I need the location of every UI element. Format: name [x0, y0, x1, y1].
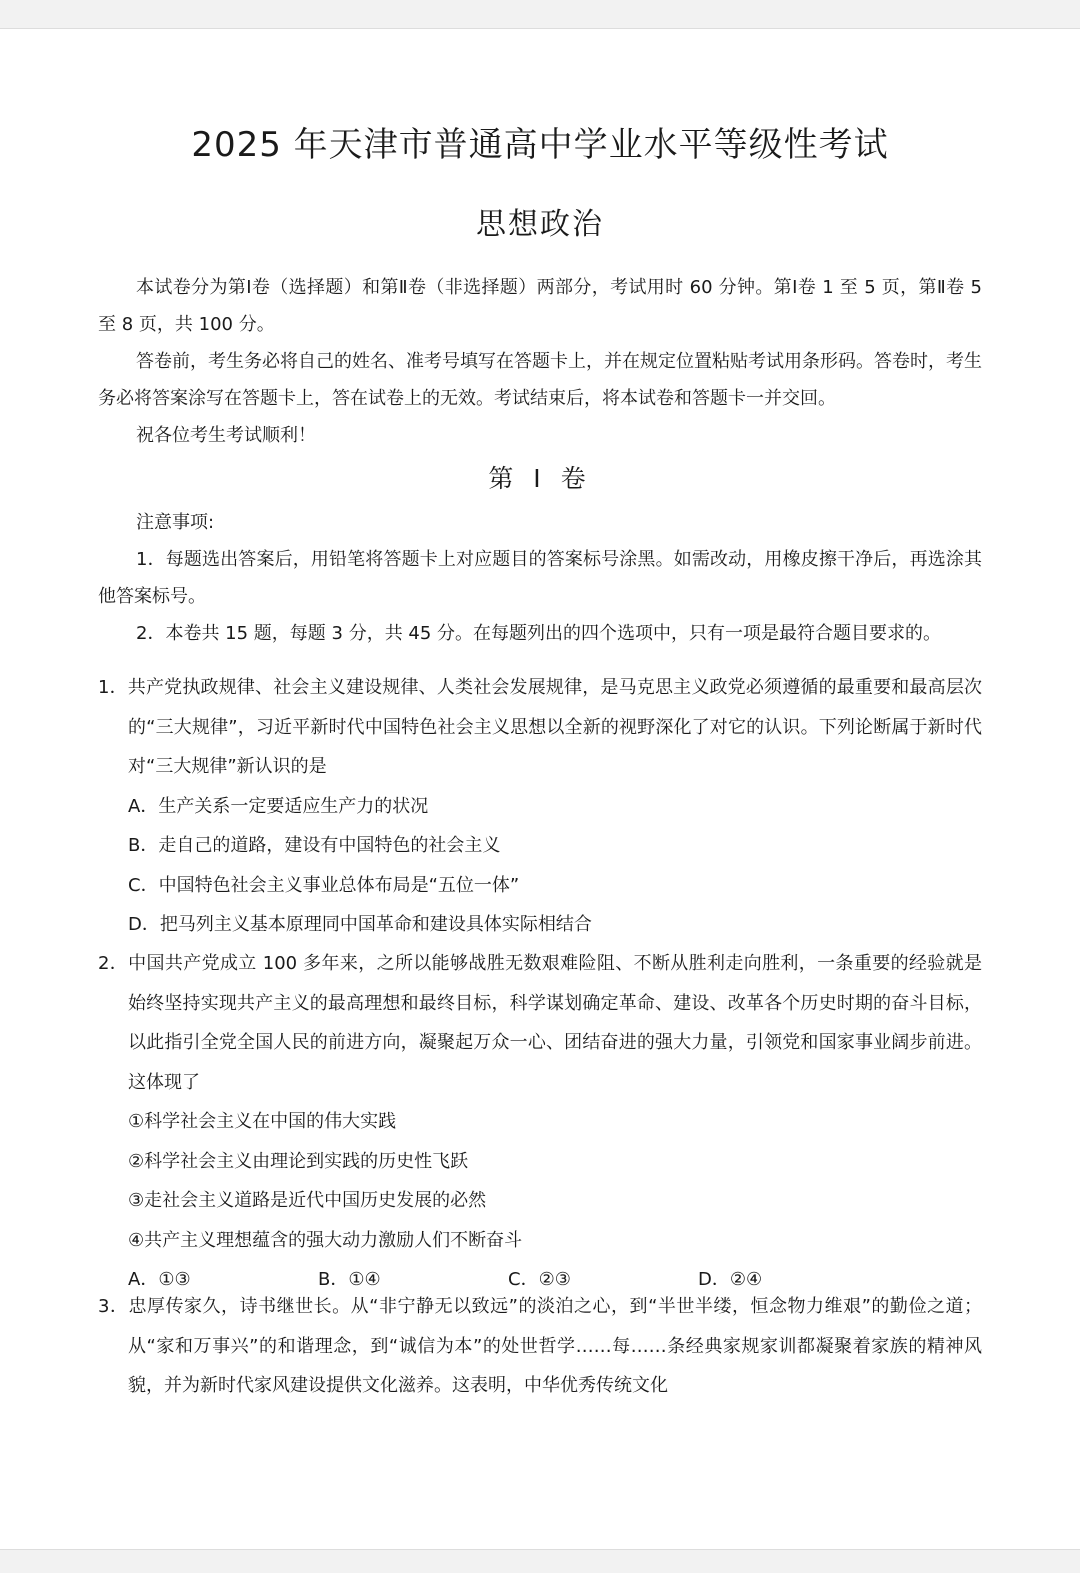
notice-item-2: 2．本卷共 15 题，每题 3 分，共 45 分。在每题列出的四个选项中，只有一项是最符合题目要求的。: [136, 623, 942, 644]
statement-4: ④共产主义理想蕴含的强大动力激励人们不断奋斗: [128, 1229, 523, 1251]
option-c: C．中国特色社会主义事业总体布局是“五位一体”: [128, 874, 520, 896]
question-3: [98, 1287, 982, 1406]
exam-subject: 思想政治: [476, 207, 604, 242]
question-stem: 3．忠厚传家久，诗书继世长。从“非宁静无以致远”的淡泊之心，到“半世半缕，恒念物力维艰”的勤俭之道；从“家和万事兴”的和谐理念，到“诚信为本”的处世哲学……每……条经典家规家训都凝聚着家族的精神风貌，并为新时代家风建设提供文化滋养。这表明，中华优秀传统文化: [98, 1296, 982, 1396]
question-2: [98, 944, 982, 1300]
option-a: A．①③: [128, 1269, 191, 1290]
notice-label: 注意事项:: [136, 512, 215, 533]
statement-1: ①科学社会主义在中国的伟大实践: [128, 1111, 397, 1132]
question-1: [98, 668, 982, 945]
option-b: B．走自己的道路，建设有中国特色的社会主义: [128, 835, 501, 856]
section-heading: 第 Ⅰ 卷: [488, 464, 592, 493]
option-d: D．把马列主义基本原理同中国革命和建设具体实际相结合: [128, 914, 592, 935]
exam-page: [0, 28, 1080, 1550]
exam-title: 2025 年天津市普通高中学业水平等级性考试: [191, 125, 889, 165]
intro-paragraph-2: 答卷前，考生务必将自己的姓名、准考号填写在答题卡上，并在规定位置粘贴考试用条形码。答卷时，考生务必将答案涂写在答题卡上，答在试卷上的无效。考试结束后，将本试卷和答题卡一并交回。: [98, 351, 982, 409]
option-a: A．生产关系一定要适应生产力的状况: [128, 795, 429, 817]
statement-2: ②科学社会主义由理论到实践的历史性飞跃: [128, 1150, 469, 1172]
question-stem: 1．共产党执政规律、社会主义建设规律、人类社会发展规律，是马克思主义政党必须遵循的最重要和最高层次的“三大规律”，习近平新时代中国特色社会主义思想以全新的视野深化了对它的认识。下列论断属于新时代对“三大规律”新认识的是: [98, 677, 982, 777]
intro-paragraph-1: 本试卷分为第Ⅰ卷（选择题）和第Ⅱ卷（非选择题）两部分，考试用时 60 分钟。第Ⅰ卷 1 至 5 页，第Ⅱ卷 5 至 8 页，共 100 分。: [98, 277, 982, 335]
option-b: B．①④: [318, 1269, 381, 1290]
option-c: C．②③: [508, 1269, 571, 1290]
option-d: D．②④: [698, 1269, 763, 1290]
statement-3: ③走社会主义道路是近代中国历史发展的必然: [128, 1190, 487, 1211]
notice-item-1: 1．每题选出答案后，用铅笔将答题卡上对应题目的答案标号涂黑。如需改动，用橡皮擦干净后，再选涂其他答案标号。: [98, 549, 982, 607]
question-stem: 2．中国共产党成立 100 多年来，之所以能够战胜无数艰难险阻、不断从胜利走向胜利，一条重要的经验就是始终坚持实现共产主义的最高理想和最终目标，科学谋划确定革命、建设、改革各个历史时期的奋斗目标，以此指引全党全国人民的前进方向，凝聚起万众一心、团结奋进的强大力量，引领党和国家事业阔步前进。这体现了: [98, 953, 982, 1093]
intro-paragraph-3: 祝各位考生考试顺利！: [136, 425, 316, 446]
